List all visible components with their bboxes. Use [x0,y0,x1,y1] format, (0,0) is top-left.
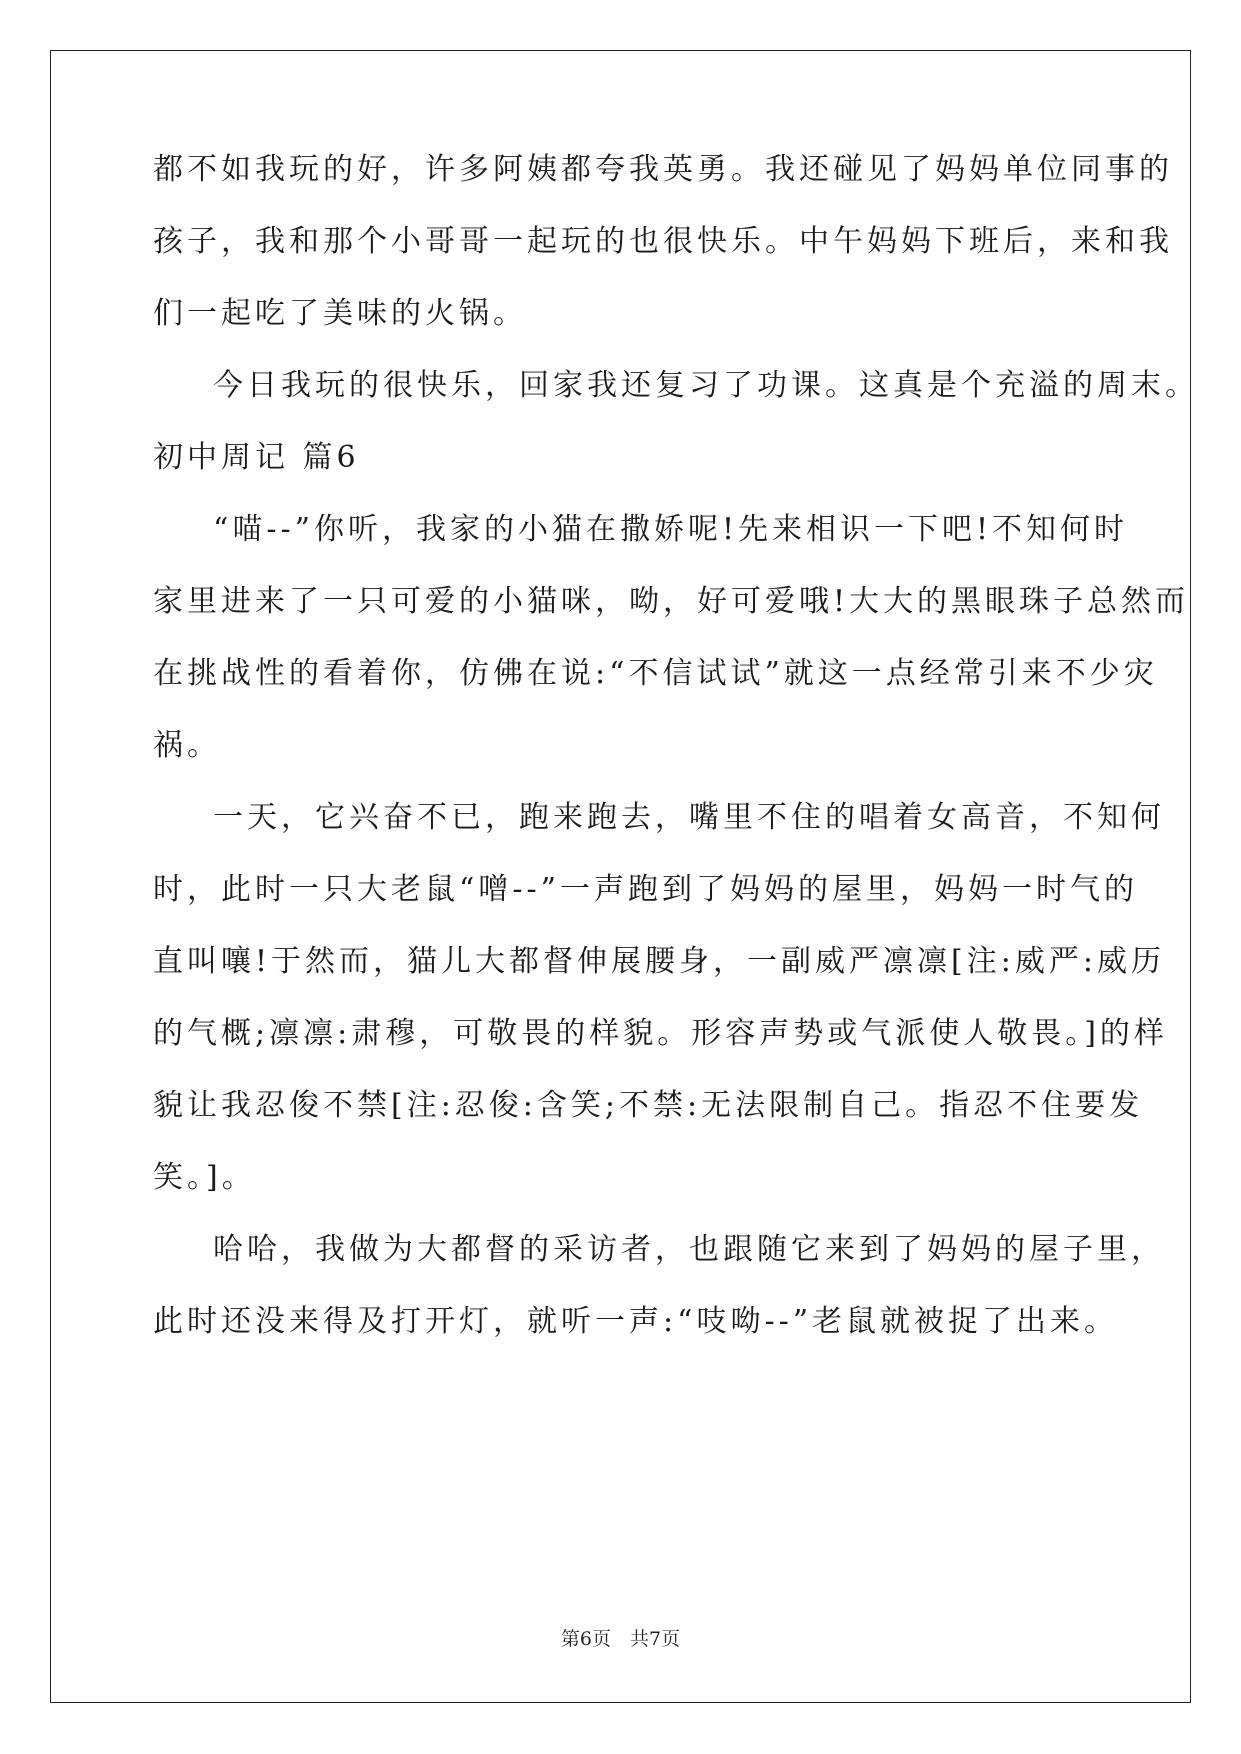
paragraph-line: 一天，它兴奋不已，跑来跑去，嘴里不住的唱着女高音，不知何 [213,800,1165,835]
paragraph-line: 时，此时一只大老鼠“噌--”一声跑到了妈妈的屋里，妈妈一时气的 [153,872,1138,907]
paragraph-line: 哈哈，我做为大都督的采访者，也跟随它来到了妈妈的屋子里， [213,1232,1165,1267]
paragraph-line: 孩子，我和那个小哥哥一起玩的也很快乐。中午妈妈下班后，来和我 [153,224,1173,259]
paragraph-line: 直叫嚷!于然而，猫儿大都督伸展腰身，一副威严凛凛[注:威严:威历 [153,944,1165,979]
paragraph-line: “喵--”你听，我家的小猫在撒娇呢!先来相识一下吧!不知何时 [213,512,1129,547]
paragraph-line: 在挑战性的看着你，仿佛在说:“不信试试”就这一点经常引来不少灾 [153,656,1158,691]
paragraph-line: 貌让我忍俊不禁[注:忍俊:含笑;不禁:无法限制自己。指忍不住要发 [153,1088,1144,1123]
paragraph-line: 们一起吃了美味的火锅。 [153,296,527,331]
paragraph-line: 家里进来了一只可爱的小猫咪，呦，好可爱哦!大大的黑眼珠子总然而 [153,584,1190,619]
section-heading: 初中周记 篇6 [153,440,360,475]
paragraph-line: 今日我玩的很快乐，回家我还复习了功课。这真是个充溢的周末。 [213,368,1199,403]
paragraph-line: 祸。 [153,728,221,763]
paragraph-line: 此时还没来得及打开灯，就听一声:“吱呦--”老鼠就被捉了出来。 [153,1304,1119,1339]
paragraph-line: 都不如我玩的好，许多阿姨都夸我英勇。我还碰见了妈妈单位同事的 [153,152,1173,187]
page-number: 第6页 共7页 [560,1628,681,1650]
paragraph-line: 笑。]。 [153,1160,256,1195]
paragraph-line: 的气概;凛凛:肃穆，可敬畏的样貌。形容声势或气派使人敬畏。]的样 [153,1016,1168,1051]
